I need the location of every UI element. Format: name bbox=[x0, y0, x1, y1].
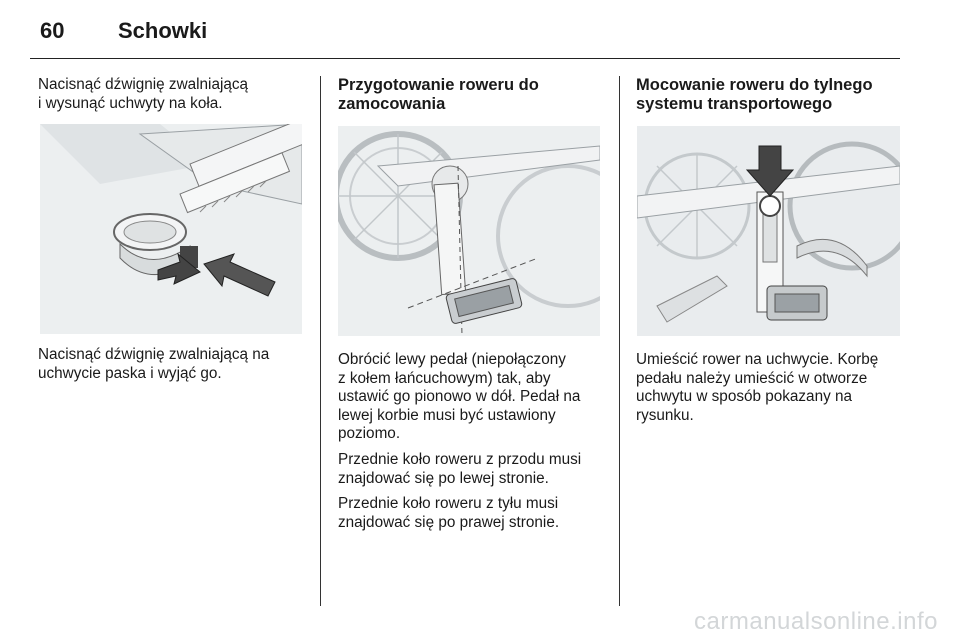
column-1-lower bbox=[38, 346, 302, 383]
heading-mount-bike: Mocowanie roweru do tylnego systemu transportowego bbox=[636, 76, 873, 113]
illustration-mounting-bike bbox=[637, 126, 900, 336]
paragraph-place-bike: Umieścić rower na uchwycie. Korbę pedału należy umieścić w otworze uchwytu w sposób pokazany na rysunku. bbox=[636, 351, 879, 424]
heading-bike-preparation: Przygotowanie roweru do zamocowania bbox=[338, 76, 539, 113]
pedal-drawing bbox=[338, 126, 600, 336]
column-2 bbox=[338, 76, 602, 114]
wheel-holder-drawing bbox=[40, 124, 302, 334]
column-2-lower bbox=[338, 351, 602, 532]
illustration-pedal-position bbox=[338, 126, 600, 336]
column-divider-left bbox=[320, 76, 321, 606]
paragraph-front-wheel-right: Przednie koło roweru z tyłu musi znajdować się po prawej stronie. bbox=[338, 495, 560, 531]
column-3-lower bbox=[636, 351, 900, 425]
paragraph-rotate-pedal: Obrócić lewy pedał (niepołączony z kołem łańcuchowym) tak, aby ustawić go pionowo w dół. Pedał na lewej korbie musi być ustawiony poziomo. bbox=[338, 351, 581, 443]
page-number: 60 bbox=[40, 18, 65, 43]
paragraph-front-wheel-left: Przednie koło roweru z przodu musi znajdować się po lewej stronie. bbox=[338, 450, 582, 487]
illustration-wheel-holders bbox=[40, 124, 302, 334]
instruction-release-lever: Nacisnąć dźwignię zwalniającą i wysunąć uchwyty na koła. bbox=[38, 76, 249, 112]
header-rule bbox=[30, 58, 900, 59]
column-divider-right bbox=[619, 76, 620, 606]
instruction-remove-strap: Nacisnąć dźwignię zwalniającą na uchwycie paska i wyjąć go. bbox=[38, 346, 270, 382]
section-title: Schowki bbox=[118, 18, 208, 43]
watermark: carmanualsonline.info bbox=[694, 608, 938, 635]
mounting-drawing bbox=[637, 126, 900, 336]
column-1 bbox=[38, 76, 302, 113]
column-3 bbox=[636, 76, 900, 114]
